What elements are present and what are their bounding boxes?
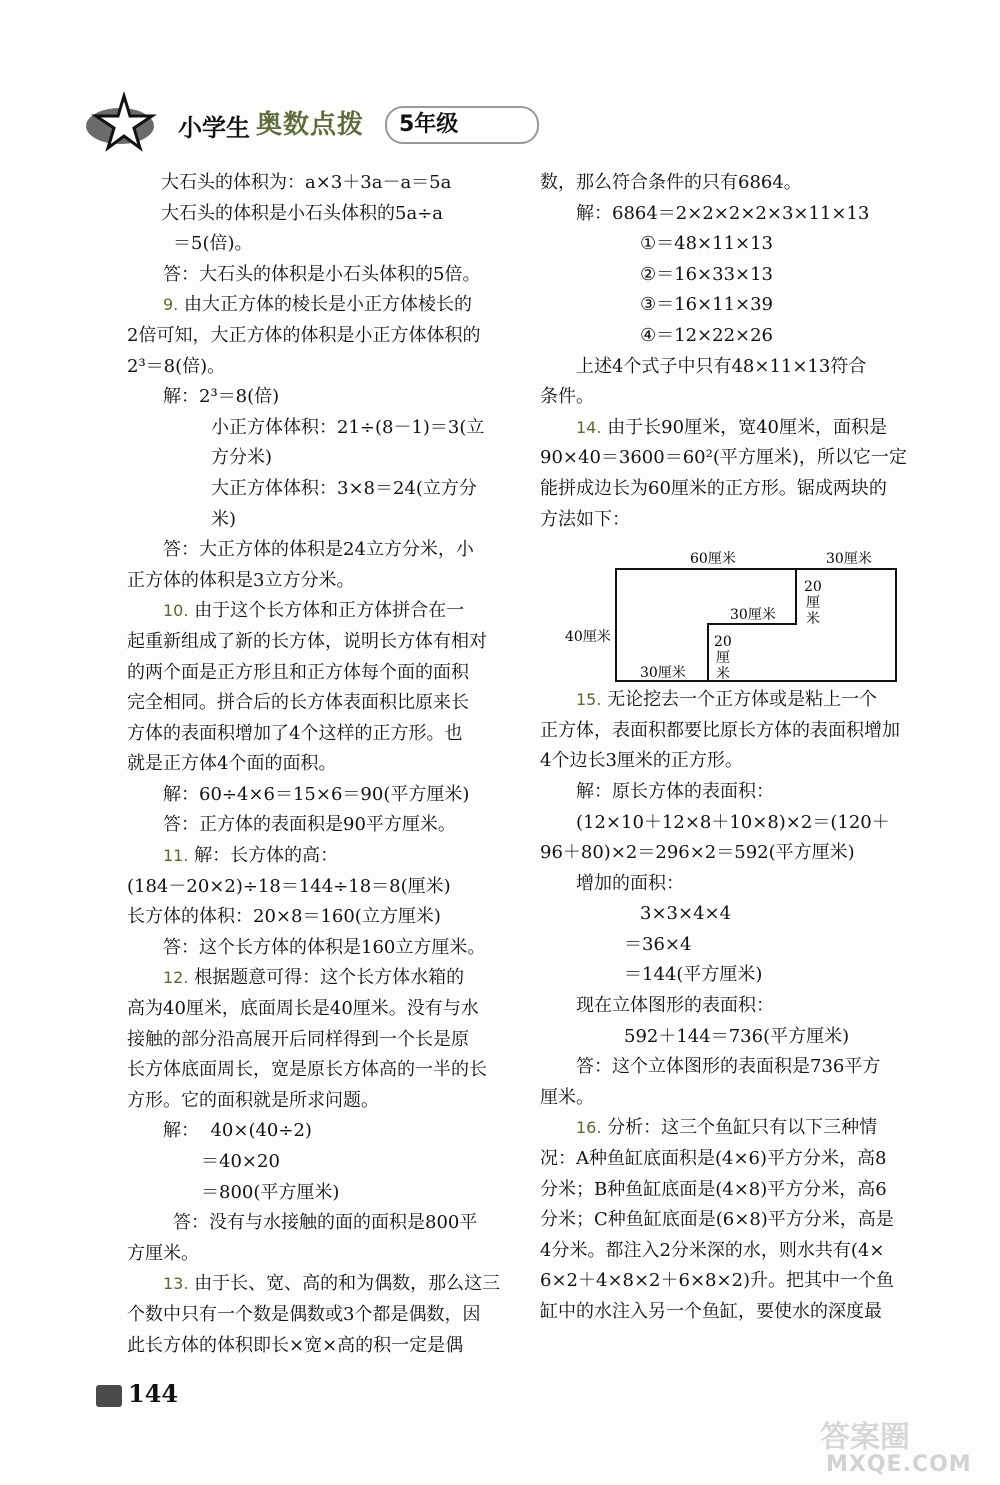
text-line: 答：大石头的体积是小石头体积的5倍。 bbox=[163, 263, 481, 285]
text-line: 96＋80)×2＝296×2＝592(平方厘米) bbox=[540, 842, 855, 864]
problem-number: 13. bbox=[163, 1274, 189, 1294]
text-line: 解： bbox=[163, 1120, 199, 1142]
text-line: 3×3×4×4 bbox=[640, 903, 732, 925]
text-line: 上述4个式子中只有48×11×13符合 bbox=[576, 355, 867, 377]
text-line: 分米；B种鱼缸底面是(4×8)平方分米，高6 bbox=[540, 1178, 887, 1200]
text-line: ＝144(平方厘米) bbox=[624, 964, 763, 986]
problem-number: 16. bbox=[576, 1118, 602, 1138]
grade-label: 5年级 bbox=[399, 112, 459, 137]
text-line: ＝40×20 bbox=[201, 1151, 280, 1172]
text-line: 592＋144＝736(平方厘米) bbox=[624, 1025, 850, 1047]
header-title-b: 奥数点拨 bbox=[256, 110, 365, 140]
text-line: 解：60÷4×6＝15×6＝90(平方厘米) bbox=[163, 783, 470, 805]
text-line: 小正方体体积：21÷(8－1)＝3(立 bbox=[211, 416, 485, 438]
text-line: 4分米。都注入2分米深的水，则水共有(4× bbox=[540, 1239, 885, 1261]
page-number: 144 bbox=[128, 1379, 179, 1408]
cutting-diagram bbox=[540, 535, 925, 685]
problem-number: 14. bbox=[576, 417, 602, 437]
text-line: 方形。它的面积就是所求问题。 bbox=[127, 1089, 379, 1111]
text-line: 解：原长方体的表面积： bbox=[576, 780, 774, 802]
text-line: 能拼成边长为60厘米的正方形。锯成两块的 bbox=[540, 477, 887, 499]
text-line: 由于长90厘米，宽40厘米，面积是 bbox=[607, 416, 887, 438]
text-line: 条件。 bbox=[540, 386, 594, 408]
text-line: 40×(40÷2) bbox=[210, 1120, 312, 1142]
label-top-left: 60厘米 bbox=[690, 551, 736, 568]
text-line: 长方体的体积：20×8＝160(立方厘米) bbox=[127, 906, 441, 928]
label-top-right: 30厘米 bbox=[826, 551, 872, 568]
text-line: ③＝16×11×39 bbox=[640, 294, 774, 316]
problem-15 bbox=[540, 685, 925, 716]
text-line: 无论挖去一个正方体或是粘上一个 bbox=[607, 689, 878, 711]
left-column bbox=[127, 168, 515, 1361]
text-line: 2倍可知，大正方体的体积是小正方体体积的 bbox=[127, 324, 481, 346]
text-line: 分析：这三个鱼缸只有以下三种情 bbox=[607, 1117, 878, 1139]
problem-number: 11. bbox=[163, 846, 189, 866]
text-line: 答：这个长方体的体积是160立方厘米。 bbox=[163, 936, 486, 958]
text-line: 起重新组成了新的长方体，说明长方体有相对 bbox=[127, 630, 487, 652]
text-line: 答：这个立体图形的表面积是736平方 bbox=[576, 1056, 881, 1078]
label-vertical-1c: 米 bbox=[806, 611, 820, 628]
problem-9 bbox=[127, 290, 515, 321]
problem-11 bbox=[127, 841, 515, 872]
text-line: 增加的面积： bbox=[576, 872, 684, 894]
book-header bbox=[70, 88, 490, 158]
problem-number: 15. bbox=[576, 690, 602, 710]
text-line: 答：没有与水接触的面的面积是800平 bbox=[173, 1212, 478, 1234]
text-line: 接触的部分沿高展开后同样得到一个长是原 bbox=[127, 1028, 469, 1050]
text-line: 6×2＋4×8×2＋6×8×2)升。把其中一个鱼 bbox=[540, 1270, 895, 1292]
watermark-url: MXQE.COM bbox=[826, 1452, 972, 1477]
text-line: 4个边长3厘米的正方形。 bbox=[540, 750, 743, 772]
problem-13 bbox=[127, 1269, 515, 1300]
text-line: 方厘米。 bbox=[127, 1242, 199, 1264]
grade-badge bbox=[385, 106, 539, 144]
solution-line bbox=[127, 1116, 515, 1147]
header-title-a: 小学生 bbox=[178, 114, 250, 142]
label-step-bottom: 30厘米 bbox=[640, 665, 686, 682]
text-line: ＝36×4 bbox=[624, 933, 692, 955]
problem-14 bbox=[540, 413, 925, 444]
text-line: 答：正方体的表面积是90平方厘米。 bbox=[163, 814, 456, 836]
text-line: 此长方体的体积即长×宽×高的积一定是偶 bbox=[127, 1334, 464, 1356]
problem-number: 10. bbox=[163, 601, 189, 621]
cutting-diagram-svg bbox=[540, 535, 925, 685]
text-line: 分米；C种鱼缸底面是(6×8)平方分米，高是 bbox=[540, 1209, 894, 1231]
text-line: 方体的表面积增加了4个这样的正方形。也 bbox=[127, 722, 463, 744]
text-line: 答：大正方体的体积是24立方分米，小 bbox=[163, 539, 474, 561]
label-vertical-2c: 米 bbox=[716, 666, 730, 683]
page-marker-icon bbox=[96, 1385, 122, 1407]
text-line: (184－20×2)÷18＝144÷18＝8(厘米) bbox=[127, 875, 451, 897]
text-line: 由大正方体的棱长是小正方体棱长的 bbox=[184, 294, 472, 316]
text-line: 个数中只有一个数是偶数或3个都是偶数，因 bbox=[127, 1303, 481, 1325]
problem-12 bbox=[127, 963, 515, 994]
problem-number: 9. bbox=[163, 295, 179, 315]
watermark-logo: 答案圈 bbox=[820, 1420, 910, 1455]
problem-16 bbox=[540, 1113, 925, 1144]
text-line: 方分米) bbox=[211, 447, 273, 469]
text-line: ①＝48×11×13 bbox=[640, 233, 774, 255]
label-vertical-1: 20 bbox=[804, 579, 822, 596]
problem-10 bbox=[127, 596, 515, 627]
text-line: 缸中的水注入另一个鱼缸，要使水的深度最 bbox=[540, 1301, 882, 1322]
text-line: 解：2³＝8(倍) bbox=[163, 386, 280, 408]
text-line: 况：A种鱼缸底面积是(4×6)平方分米，高8 bbox=[540, 1148, 887, 1170]
text-line: 完全相同。拼合后的长方体表面积比原来长 bbox=[127, 692, 469, 714]
text-line: 长方体底面周长，宽是原长方体高的一半的长 bbox=[127, 1059, 487, 1081]
label-step-top: 30厘米 bbox=[730, 607, 776, 624]
text-line: ＝5(倍)。 bbox=[173, 233, 253, 255]
text-line: 解：长方体的高： bbox=[194, 845, 339, 867]
text-line: 90×40＝3600＝60²(平方厘米)，所以它一定 bbox=[540, 447, 907, 469]
text-line: 2³＝8(倍)。 bbox=[127, 355, 226, 377]
text-line: 高为40厘米，底面周长是40厘米。没有与水 bbox=[127, 998, 479, 1020]
label-vertical-1b: 厘 bbox=[806, 595, 820, 612]
text-line: ④＝12×22×26 bbox=[640, 324, 774, 346]
text-line: 正方体的体积是3立方分米。 bbox=[127, 569, 355, 591]
text-line: 方法如下： bbox=[540, 508, 630, 530]
text-line: (12×10＋12×8＋10×8)×2＝(120＋ bbox=[576, 811, 890, 833]
text-line: ＝800(平方厘米) bbox=[201, 1181, 340, 1203]
text-line: 根据题意可得：这个长方体水箱的 bbox=[194, 967, 465, 989]
text-line: 米) bbox=[211, 508, 237, 530]
text-line: 现在立体图形的表面积： bbox=[576, 995, 774, 1017]
text-line: 厘米。 bbox=[540, 1086, 594, 1108]
text-line: 的两个面是正方形且和正方体每个面的面积 bbox=[127, 661, 469, 683]
text-line: 大石头的体积为：a×3＋3a－a＝5a bbox=[161, 172, 452, 193]
problem-number: 12. bbox=[163, 968, 189, 988]
label-left: 40厘米 bbox=[565, 629, 611, 646]
label-vertical-2b: 厘 bbox=[716, 650, 730, 667]
text-line: 大正方体体积：3×8＝24(立方分 bbox=[211, 477, 477, 499]
text-line: 数，那么符合条件的只有6864。 bbox=[540, 172, 802, 193]
text-line: 大石头的体积是小石头体积的5a÷a bbox=[161, 202, 443, 224]
right-column bbox=[540, 168, 925, 1328]
text-line: ②＝16×33×13 bbox=[640, 263, 774, 285]
star-logo-icon bbox=[84, 92, 158, 152]
label-vertical-2: 20 bbox=[714, 634, 732, 651]
text-line: 解：6864＝2×2×2×2×3×11×13 bbox=[576, 202, 870, 224]
text-line: 由于长、宽、高的和为偶数，那么这三 bbox=[194, 1273, 501, 1295]
text-line: 由于这个长方体和正方体拼合在一 bbox=[194, 600, 465, 622]
text-line: 正方体，表面积都要比原长方体的表面积增加 bbox=[540, 719, 900, 741]
text-line: 就是正方体4个面的面积。 bbox=[127, 753, 337, 775]
